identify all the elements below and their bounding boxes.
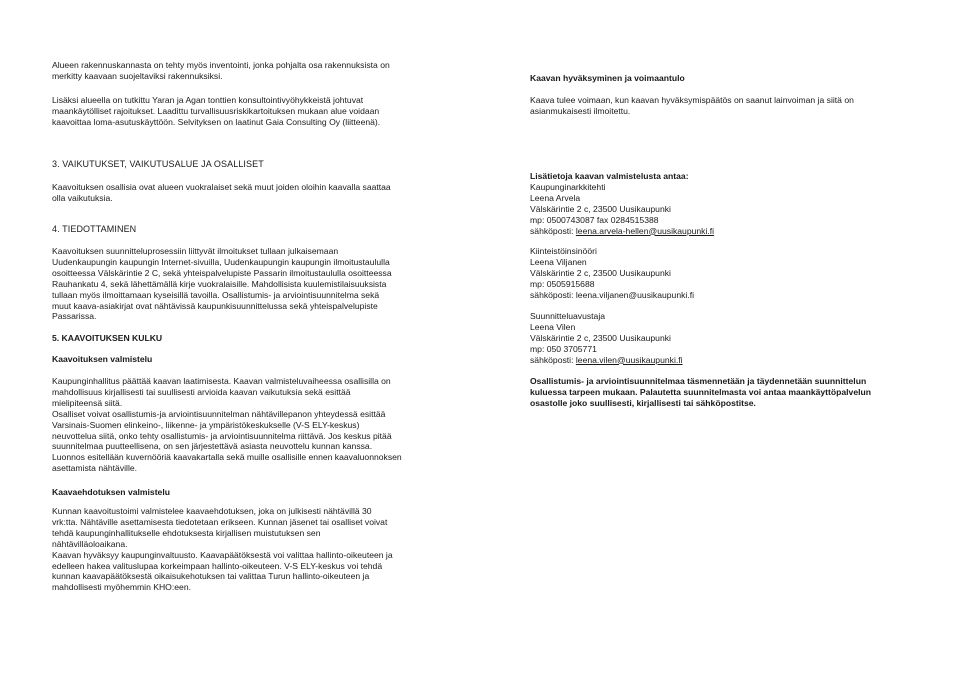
approval-title: Kaavan hyväksyminen ja voimaantulo [530, 73, 685, 83]
section-4-title: 4. TIEDOTTAMINEN [52, 224, 137, 234]
contact-email-link[interactable]: leena.arvela-hellen@uusikaupunki.fi [575, 225, 715, 236]
section-5-text-1: Kaupunginhallitus päättää kaavan laatimisesta. Kaavan valmisteluvaiheessa osallisilla on mahdollisuus kirjallisesti tai suullisesti arvioida kaavan vaikutuksia sekä esittää mielipiteensä siitä. Osalliset voivat osallistumis-ja arviointisuunnitelman nähtävillepanon yhteydessä esittää Varsinais-Suomen elinkeino-, liikenne- ja ympäristökeskukselle (V-S ELY-keskus) neuvottelua siitä, onko tehty osallistumis- ja arviointisuunnitelma riittävä. Jos keskus pitää suunnitelmaa puutteellisena, on sen järjestettävä asiasta neuvottelu kunnan kanssa. Luonnos esitellään kuvernööriä kaavakartalla sekä muille osallisille ennen kaavaluonnoksen asettamista nähtäville. [52, 376, 402, 474]
contact-name: Leena Viljanen [530, 256, 587, 267]
approval-section [530, 73, 914, 84]
info-title: Lisätietoja kaavan valmistelusta antaa: [530, 171, 689, 181]
section-3-body [52, 182, 430, 204]
section-3-title: 3. VAIKUTUKSET, VAIKUTUSALUE JA OSALLISET [52, 159, 264, 169]
contact-email-line [530, 290, 914, 301]
notice-text: Osallistumis- ja arviointisuunnitelmaa täsmennetään ja täydennetään suunnittelun kuluessa tarpeen mukaan. Palautetta suunnitelmasta voi antaa maankäyttöpalvelun osastolle joko suullisesti, kirjallisesti tai sähköpostitse. [530, 376, 872, 408]
email-label: sähköposti: [530, 354, 576, 365]
section-5-subheading-1-block [52, 354, 430, 365]
email-label: sähköposti: [530, 289, 576, 300]
contact-email-line [530, 355, 914, 366]
contact-role: Kaupunginarkkitehti [530, 182, 606, 192]
contact-3 [530, 311, 914, 366]
contact-2 [530, 246, 914, 301]
contact-email-line [530, 226, 914, 237]
section-5-body-2 [52, 506, 430, 593]
contact-address: Välskärintie 2 c, 23500 Uusikaupunki [530, 332, 671, 343]
approval-body [530, 95, 914, 117]
intro-text-2: Lisäksi alueella on tutkittu Yaran ja Agan tonttien konsultointivyöhykkeistä johtuvat maankäytölliset rajoitukset. Laadittu turvallisuusriskikartoituksen mukaan alue voidaan kaavoittaa loma-asutuskäyttöön. Selvityksen on laatinut Gaia Consulting Oy (liitteenä). [52, 95, 381, 127]
intro-paragraph-1 [52, 60, 430, 82]
section-5-subheading-2-block [52, 487, 430, 498]
contact-role: Suunnitteluavustaja [530, 311, 606, 321]
contact-email-link[interactable]: leena.vilen@uusikaupunki.fi [575, 354, 683, 365]
intro-text-1: Alueen rakennuskannasta on tehty myös inventointi, jonka pohjalta osa rakennuksista on merkitty kaavaan suojeltaviksi rakennuksiksi. [52, 60, 390, 81]
approval-text: Kaava tulee voimaan, kun kaavan hyväksymispäätös on saanut lainvoiman ja siitä on asianmukaisesti ilmoitettu. [530, 95, 854, 116]
section-4-body [52, 246, 430, 322]
section-5-subheading-1: Kaavoituksen valmistelu [52, 354, 153, 364]
contact-name: Leena Arvela [530, 192, 581, 203]
notice-section [530, 376, 914, 409]
contact-role: Kiinteistöinsinööri [530, 246, 597, 256]
contact-phone: mp: 0500743087 fax 0284515388 [530, 214, 659, 225]
contact-email: leena.viljanen@uusikaupunki.fi [575, 289, 695, 300]
contact-1 [530, 182, 914, 237]
contact-address: Välskärintie 2 c, 23500 Uusikaupunki [530, 203, 671, 214]
section-5-text-2: Kunnan kaavoitustoimi valmistelee kaavaehdotuksen, joka on julkisesti nähtävillä 30 vrk:tta. Nähtäville asettamisesta tiedotetaan erikseen. Kunnan jäsenet tai osalliset voivat tehdä kaupunginhallitukselle ehdotuksesta kirjallisen muistutuksen sen nähtävilläoloaikana. Kaavan hyväksyy kaupunginvaltuusto. Kaavapäätöksestä voi valittaa hallinto-oikeuteen ja edelleen hakea valituslupaa korkeimpaan hallinto-oikeuteen. V-S ELY-keskus voi tehdä kunnan kaavapäätöksestä oikaisukehotuksen tai valittaa Turun hallinto-oikeuteen ja mahdollisesti myöhemmin KHO:een. [52, 506, 393, 593]
contact-name: Leena Vilen [530, 321, 576, 332]
section-5-subheading-2: Kaavaehdotuksen valmistelu [52, 487, 170, 497]
info-section [530, 171, 914, 182]
section-4 [52, 224, 430, 235]
email-label: sähköposti: [530, 225, 576, 236]
intro-paragraph-2 [52, 95, 430, 128]
section-5 [52, 333, 430, 344]
section-5-body-1 [52, 376, 430, 474]
section-5-title: 5. KAAVOITUKSEN KULKU [52, 333, 163, 343]
contact-phone: mp: 050 3705771 [530, 343, 597, 354]
contact-phone: mp: 0505915688 [530, 278, 595, 289]
section-3-text: Kaavoituksen osallisia ovat alueen vuokralaiset sekä muut joiden oloihin kaavalla saattaa olla vaikutuksia. [52, 182, 391, 203]
contact-address: Välskärintie 2 c, 23500 Uusikaupunki [530, 267, 671, 278]
section-4-text: Kaavoituksen suunnitteluprosessiin liittyvät ilmoitukset tullaan julkaisemaan Uudenkaupungin kaupungin Internet-sivuilla, Uudenkaupungin kaupungin ilmoitustaululla osoitteessa Välskärintie 2 C, sekä yhteispalvelupiste Passarin ilmoitustaululla osoitteessa Rauhankatu 4, sekä lähettämällä kirje vuokralaisille. Mahdollisista kuulemistilaisuuksista tullaan myös ilmoittamaan kyseisillä tavoilla. Osallistumis- ja arviointisuunnitelma sekä muut kaava-asiakirjat ovat nähtävissä kaupunkisuunnittelussa sekä yhteispalvelupiste Passarissa. [52, 246, 392, 322]
section-3 [52, 159, 430, 170]
